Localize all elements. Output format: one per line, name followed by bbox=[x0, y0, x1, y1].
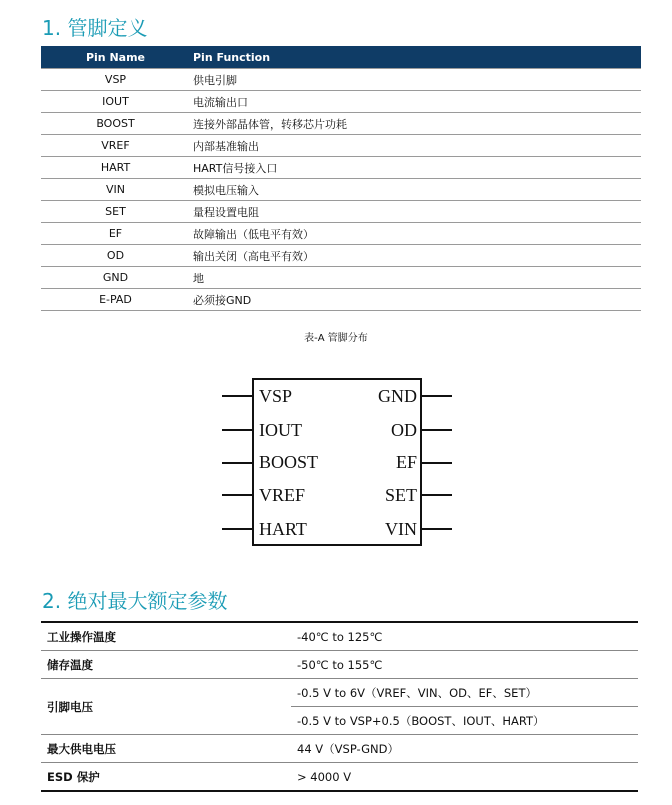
pin-name: EF bbox=[41, 223, 190, 245]
table-row bbox=[41, 69, 641, 91]
header-pin-function: Pin Function bbox=[190, 46, 641, 69]
right-pin-label: EF bbox=[395, 452, 417, 472]
param-value: -40℃ to 125℃ bbox=[291, 622, 638, 651]
right-pin-lead bbox=[422, 429, 452, 431]
table-row bbox=[41, 201, 641, 223]
right-pin-lead bbox=[422, 528, 452, 530]
right-pin-label: VIN bbox=[385, 519, 417, 539]
table-row bbox=[41, 763, 638, 792]
left-pin-lead bbox=[222, 462, 252, 464]
left-pin-lead bbox=[222, 429, 252, 431]
table-row bbox=[41, 223, 641, 245]
pin-function: 内部基准输出 bbox=[190, 135, 641, 157]
param-name: 储存温度 bbox=[41, 651, 291, 679]
pin-name: VIN bbox=[41, 179, 190, 201]
table-row bbox=[41, 735, 638, 763]
param-name: 最大供电电压 bbox=[41, 735, 291, 763]
left-pin-label: HART bbox=[259, 519, 307, 539]
table-row bbox=[41, 135, 641, 157]
table-row bbox=[41, 289, 641, 311]
table-row bbox=[41, 157, 641, 179]
pin-name: HART bbox=[41, 157, 190, 179]
table-row bbox=[41, 245, 641, 267]
pin-name: E-PAD bbox=[41, 289, 190, 311]
pin-function: 电流输出口 bbox=[190, 91, 641, 113]
section-1-title: 1. 管脚定义 bbox=[42, 16, 148, 40]
param-name: 引脚电压 bbox=[41, 679, 291, 735]
pin-name: GND bbox=[41, 267, 190, 289]
param-name: 工业操作温度 bbox=[41, 622, 291, 651]
pin-function: 连接外部晶体管，转移芯片功耗 bbox=[190, 113, 641, 135]
right-pin-label: SET bbox=[384, 485, 417, 505]
left-pin-lead bbox=[222, 494, 252, 496]
right-pin-lead bbox=[422, 494, 452, 496]
table-header-row bbox=[41, 46, 641, 69]
pin-name: VREF bbox=[41, 135, 190, 157]
left-pin-label: VSP bbox=[259, 386, 293, 406]
right-pin-lead bbox=[422, 395, 452, 397]
pin-definition-table bbox=[41, 46, 641, 311]
right-pin-lead bbox=[422, 462, 452, 464]
left-pin-lead bbox=[222, 395, 252, 397]
pin-name: VSP bbox=[41, 69, 190, 91]
pin-name: SET bbox=[41, 201, 190, 223]
left-pin-lead bbox=[222, 528, 252, 530]
table-row bbox=[41, 651, 638, 679]
param-value: -0.5 V to VSP+0.5（BOOST、IOUT、HART） bbox=[291, 707, 638, 735]
pin-function: 量程设置电阻 bbox=[190, 201, 641, 223]
header-pin-name: Pin Name bbox=[41, 46, 190, 69]
section-2-title: 2. 绝对最大额定参数 bbox=[42, 589, 228, 613]
right-pin-label: GND bbox=[378, 386, 417, 406]
pin-name: BOOST bbox=[41, 113, 190, 135]
param-value: > 4000 V bbox=[291, 763, 638, 792]
pin-function: HART信号接入口 bbox=[190, 157, 641, 179]
absolute-max-ratings-table bbox=[41, 621, 638, 792]
pin-name: IOUT bbox=[41, 91, 190, 113]
pin-function: 输出关闭（高电平有效） bbox=[190, 245, 641, 267]
param-value: 44 V（VSP-GND） bbox=[291, 735, 638, 763]
param-name: ESD 保护 bbox=[41, 763, 291, 792]
left-pin-label: BOOST bbox=[259, 452, 319, 472]
pin-function: 地 bbox=[190, 267, 641, 289]
table-row bbox=[41, 179, 641, 201]
pin-function: 故障输出（低电平有效） bbox=[190, 223, 641, 245]
pin-function: 供电引脚 bbox=[190, 69, 641, 91]
table-row bbox=[41, 267, 641, 289]
pin-function: 模拟电压输入 bbox=[190, 179, 641, 201]
param-value: -0.5 V to 6V（VREF、VIN、OD、EF、SET） bbox=[291, 679, 638, 707]
table-row bbox=[41, 91, 641, 113]
right-pin-label: OD bbox=[391, 420, 417, 440]
pin-function: 必须接GND bbox=[190, 289, 641, 311]
table-caption: 表-A 管脚分布 bbox=[304, 333, 368, 344]
left-pin-label: VREF bbox=[259, 485, 306, 505]
param-value: -50℃ to 155℃ bbox=[291, 651, 638, 679]
left-pin-label: IOUT bbox=[259, 420, 302, 440]
table-row bbox=[41, 113, 641, 135]
table-row bbox=[41, 622, 638, 651]
pin-name: OD bbox=[41, 245, 190, 267]
table-row bbox=[41, 679, 638, 707]
